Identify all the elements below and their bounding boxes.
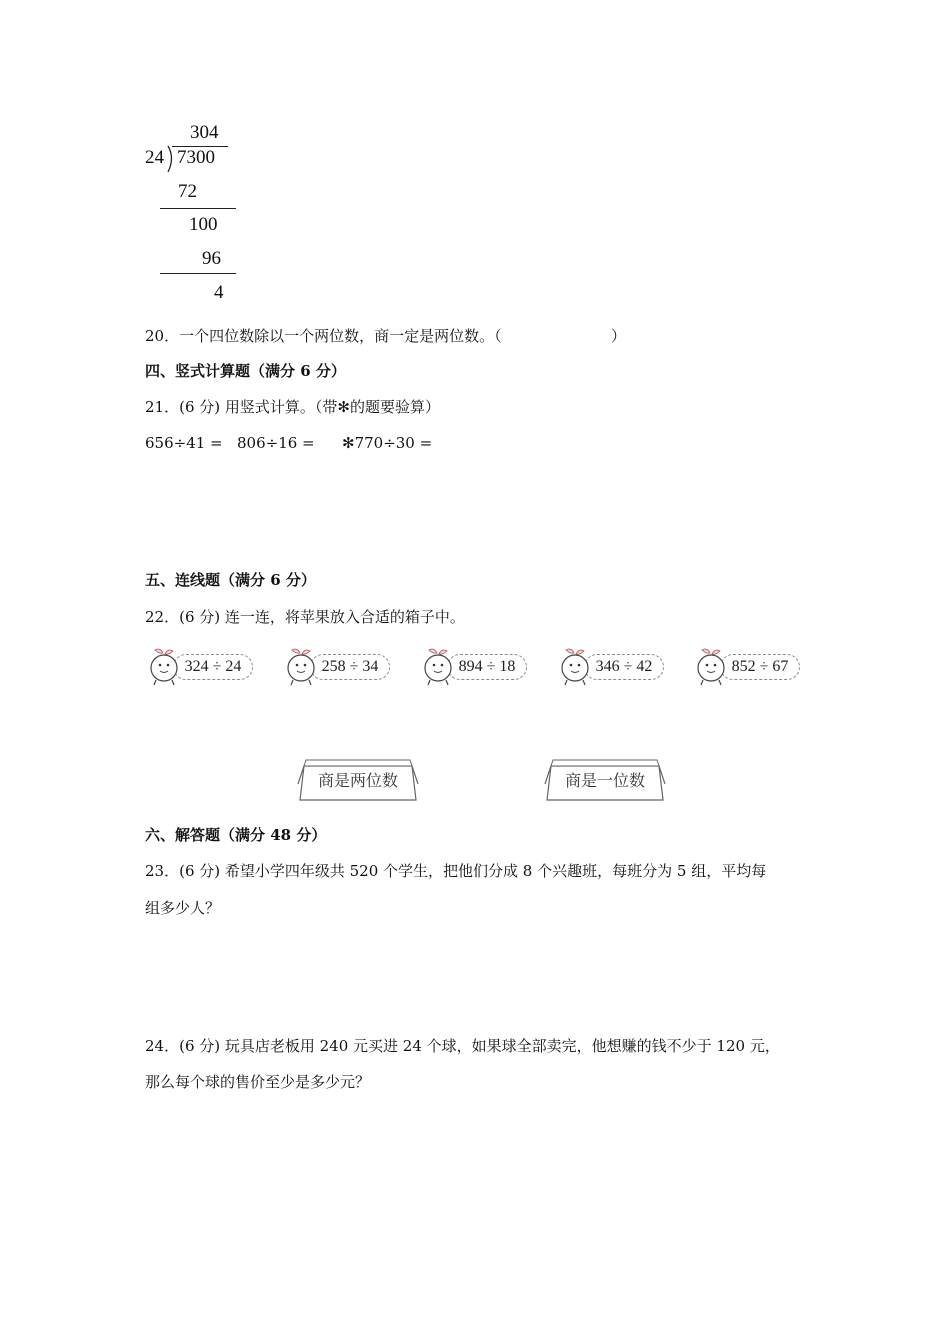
apple-icon [145, 646, 185, 688]
ld-step3: 96 [202, 248, 221, 269]
q23-line1: 23．(6 分) 希望小学四年级共 520 个学生，把他们分成 8 个兴趣班，每班分为 5 组，平均每 [145, 862, 767, 880]
apple-expression: 258 ÷ 34 [310, 654, 390, 680]
box-two-digit-quotient[interactable] [296, 756, 420, 802]
q23-line2: 组多少人？ [145, 899, 221, 917]
apple-icon [692, 646, 732, 688]
ld-remainder: 4 [214, 282, 224, 303]
apple-expression: 346 ÷ 42 [584, 654, 664, 680]
q22-text: 22．(6 分) 连一连，将苹果放入合适的箱子中。 [145, 608, 465, 626]
q21-expr-3: ✻770÷30 = [342, 434, 433, 452]
ld-divisor: 24 [145, 147, 164, 168]
q21-expr-1: 656÷41 = [145, 434, 223, 452]
box-one-digit-quotient[interactable] [543, 756, 667, 802]
q21-expr-2: 806÷16 = [237, 434, 315, 452]
q20-text: 20．一个四位数除以一个两位数，商一定是两位数。（ [145, 327, 502, 345]
apple-expression: 852 ÷ 67 [720, 654, 800, 680]
box-label: 商是两位数 [317, 771, 398, 790]
section-6-title: 六、解答题（满分 48 分） [145, 826, 327, 844]
q20-close: ） [611, 327, 627, 345]
apple-card[interactable] [419, 646, 531, 688]
ld-bracket [166, 145, 176, 173]
apple-card[interactable] [556, 646, 668, 688]
apple-expression: 894 ÷ 18 [447, 654, 527, 680]
ld-quotient: 304 [190, 122, 219, 143]
q24-line2: 那么每个球的售价至少是多少元？ [145, 1073, 371, 1091]
apple-expression: 324 ÷ 24 [173, 654, 253, 680]
section-5-title: 五、连线题（满分 6 分） [145, 571, 316, 589]
ld-step2: 100 [189, 214, 218, 235]
apple-icon [282, 646, 322, 688]
q24-line1: 24．(6 分) 玩具店老板用 240 元买进 24 个球，如果球全部卖完，他想赚的钱不少于 120 元， [145, 1037, 780, 1055]
section-4-title: 四、竖式计算题（满分 6 分） [145, 362, 346, 380]
apple-icon [556, 646, 596, 688]
ld-line1 [160, 208, 236, 209]
ld-step1: 72 [178, 181, 197, 202]
ld-dividend: 7300 [177, 147, 215, 168]
box-label: 商是一位数 [564, 771, 645, 790]
apple-card[interactable] [145, 646, 257, 688]
ld-line2 [160, 273, 236, 274]
apple-card[interactable] [282, 646, 394, 688]
q21-text: 21．(6 分) 用竖式计算。（带✻的题要验算） [145, 398, 440, 416]
apple-card[interactable] [692, 646, 804, 688]
apple-icon [419, 646, 459, 688]
